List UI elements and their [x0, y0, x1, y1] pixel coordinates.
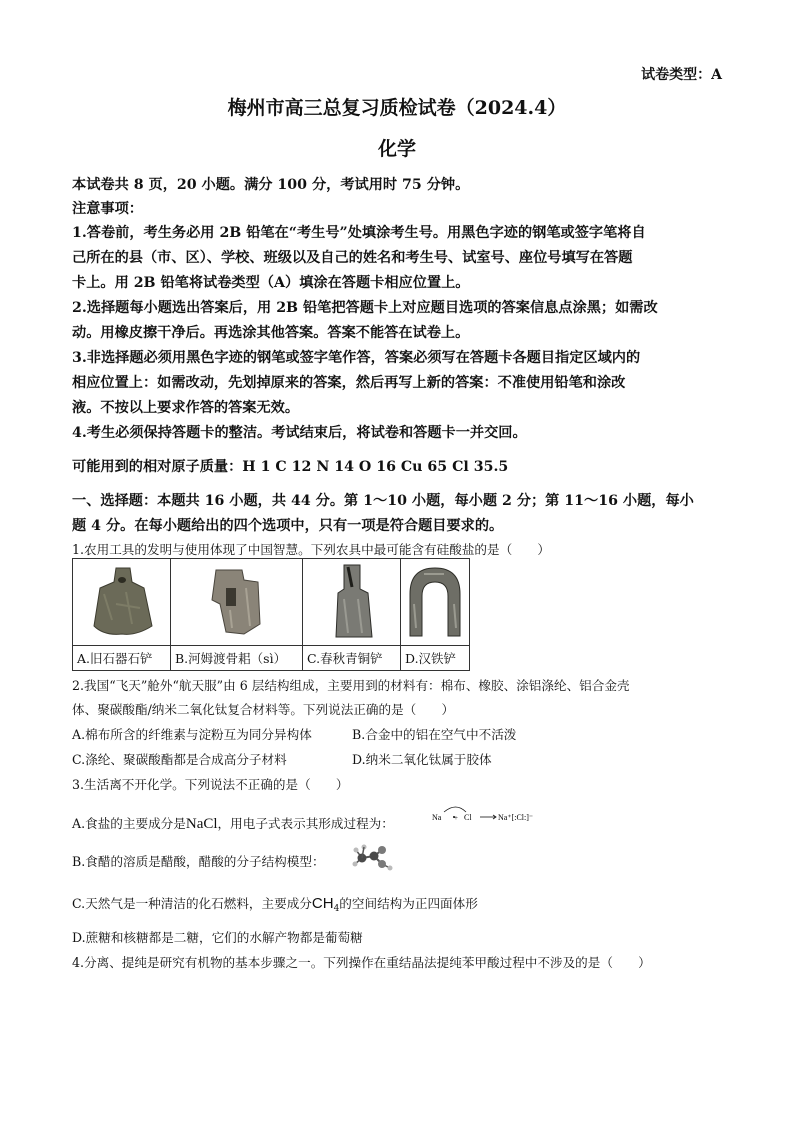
- diagram-nacl-product: Na⁺[:Cl:]⁻: [498, 813, 534, 822]
- q2-option-b: B.合金中的铝在空气中不活泼: [352, 727, 517, 742]
- q1-options-table: [72, 558, 470, 671]
- paper-type-label: 试卷类型：A: [641, 67, 722, 83]
- intro-line: 本试卷共 8 页，20 小题。满分 100 分，考试用时 75 分钟。: [72, 177, 470, 193]
- q1-option-c: C.春秋青铜铲: [303, 646, 401, 671]
- note-line: 3.非选择题必须用黑色字迹的钢笔或签字笔作答，答案必须写在答题卡各题目指定区域内的: [72, 350, 641, 366]
- q2-option-d: D.纳米二氧化钛属于胶体: [352, 752, 492, 767]
- exam-title: 梅州市高三总复习质检试卷（2024.4）: [227, 97, 567, 119]
- iron-shovel-image: [401, 559, 470, 646]
- note-line: 动。用橡皮擦干净后。再选涂其他答案。答案不能答在试卷上。: [72, 325, 470, 341]
- q1-stem: 1.农用工具的发明与使用体现了中国智慧。下列农具中最可能含有硅酸盐的是（ ）: [72, 542, 550, 557]
- bronze-shovel-image: [303, 559, 401, 646]
- note-line: 相应位置上：如需改动，先划掉原来的答案，然后再写上新的答案：不准使用铅笔和涂改: [72, 375, 626, 391]
- acetic-acid-model-icon: [352, 842, 394, 872]
- note-line: 卡上。用 2B 铅笔将试卷类型（A）填涂在答题卡相应位置上。: [72, 275, 470, 291]
- note-line: 液。不按以上要求作答的答案无效。: [72, 400, 300, 416]
- note-line: 己所在的县（市、区）、学校、班级以及自己的姓名和考生号、试室号、座位号填写在答题: [72, 250, 633, 266]
- electron-dot-diagram: [432, 804, 540, 830]
- q4-stem: 4.分离、提纯是研究有机物的基本步骤之一。下列操作在重结晶法提纯苯甲酸过程中不涉及的是（ ）: [72, 955, 651, 970]
- svg-text:+: +: [454, 814, 458, 822]
- q3-option-a: A.食盐的主要成分是NaCl，用电子式表示其形成过程为：: [72, 816, 394, 832]
- section-heading: 题 4 分。在每小题给出的四个选项中，只有一项是符合题目要求的。: [72, 518, 504, 534]
- q1-option-a: A.旧石器石铲: [73, 646, 171, 671]
- notes-heading: 注意事项：: [72, 201, 143, 217]
- note-line: 1.答卷前，考生务必用 2B 铅笔在“考生号”处填涂考生号。用黑色字迹的钢笔或签字笔将自: [72, 225, 646, 241]
- q2-stem: 体、聚碳酸酯/纳米二氧化钛复合材料等。下列说法正确的是（ ）: [72, 702, 455, 717]
- ch4-formula: CH: [311, 895, 334, 912]
- section-heading: 一、选择题：本题共 16 小题，共 44 分。第 1～10 小题，每小题 2 分；第 11～16 小题，每小: [72, 493, 694, 509]
- stone-shovel-image: [73, 559, 171, 646]
- q3-option-b: B.食醋的溶质是醋酸，醋酸的分子结构模型：: [72, 854, 325, 869]
- diagram-cl-label: Cl: [464, 813, 472, 822]
- nacl-formula: NaCl: [185, 816, 218, 832]
- q1-option-d: D.汉铁铲: [401, 646, 470, 671]
- diagram-na-label: Na: [432, 813, 442, 822]
- q3-stem: 3.生活离不开化学。下列说法不正确的是（ ）: [72, 777, 349, 792]
- q3-option-c: C.天然气是一种清洁的化石燃料，主要成分$CH_4$的空间结构为正四面体形: [72, 895, 478, 914]
- q2-option-c: C.涤纶、聚碳酸酯都是合成高分子材料: [72, 752, 287, 767]
- note-line: 2.选择题每小题选出答案后，用 2B 铅笔把答题卡上对应题目选项的答案信息点涂黑；如需改: [72, 300, 658, 316]
- atomic-masses: 可能用到的相对原子质量：H 1 C 12 N 14 O 16 Cu 65 Cl 35.5: [72, 459, 509, 475]
- q2-stem: 2.我国“飞天”舱外“航天服”由 6 层结构组成，主要用到的材料有：棉布、橡胶、涂铝涤纶、铝合金壳: [72, 678, 630, 693]
- q1-option-b: B.河姆渡骨耜（sì）: [171, 646, 303, 671]
- q2-option-a: A.棉布所含的纤维素与淀粉互为同分异构体: [72, 727, 312, 742]
- note-line: 4.考生必须保持答题卡的整洁。考试结束后，将试卷和答题卡一并交回。: [72, 425, 527, 441]
- q3-option-d: D.蔗糖和核糖都是二糖，它们的水解产物都是葡萄糖: [72, 930, 363, 945]
- subject-title: 化学: [377, 138, 416, 160]
- bone-spade-image: [171, 559, 303, 646]
